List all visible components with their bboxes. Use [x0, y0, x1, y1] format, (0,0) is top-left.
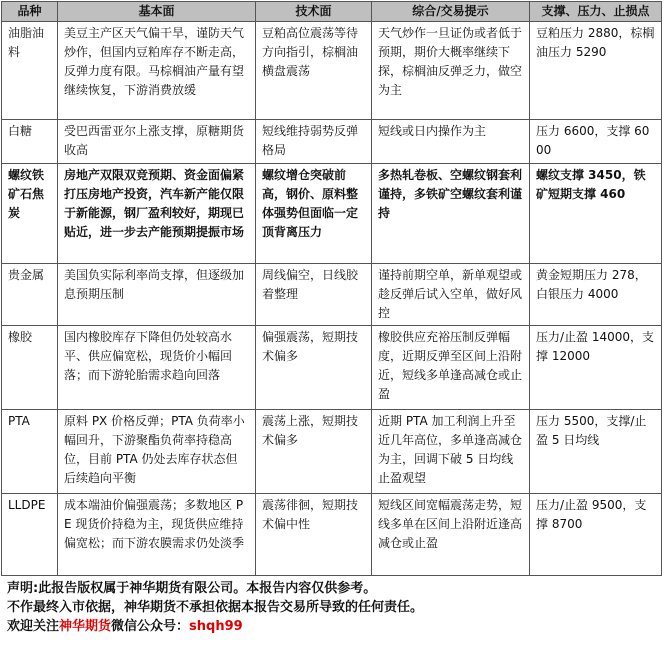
- table-row: [2, 22, 662, 120]
- cell-technical: 偏强震荡，短期技术偏多: [256, 326, 372, 410]
- follow-prefix: 欢迎关注: [7, 619, 60, 634]
- cell-variety: 油脂油料: [2, 22, 58, 120]
- cell-levels: 压力/止盈 9500，支撑 8700: [530, 494, 662, 576]
- cell-fundamental: 受巴西雷亚尔上涨支撑，原糖期货收高: [58, 120, 256, 164]
- cell-technical: 震荡上涨，短期技术偏多: [256, 410, 372, 494]
- header-technical: 技术面: [256, 2, 372, 22]
- cell-advice: 谨持前期空单，新单观望或趁反弹后试入空单，做好风控: [372, 264, 530, 326]
- report-container: [1, 1, 661, 636]
- cell-levels: 豆粕压力 2880，棕榈油压力 5290: [530, 22, 662, 120]
- disclaimer-line-2: 不作最终入市依据，神华期货不承担依据本报告交易所导致的任何责任。: [7, 600, 424, 615]
- cell-advice: 橡胶供应充裕压制反弹幅度，近期反弹至区间上沿附近，短线多单逢高减仓或止盈: [372, 326, 530, 410]
- cell-fundamental: 美国负实际利率尚支撑，但逐级加息预期压制: [58, 264, 256, 326]
- cell-variety: LLDPE: [2, 494, 58, 576]
- cell-levels: 螺纹支撑 3450，铁矿短期支撑 460: [530, 164, 662, 264]
- disclaimer-footer: [1, 576, 661, 636]
- cell-technical: 震荡徘徊，短期技术偏中性: [256, 494, 372, 576]
- cell-advice: 短线或日内操作为主: [372, 120, 530, 164]
- cell-fundamental: 成本端油价偏强震荡；多数地区 PE 现货价持稳为主，现货供应维持偏宽松；而下游农膜需求仍处淡季: [58, 494, 256, 576]
- table-row: [2, 326, 662, 410]
- brand-name: 神华期货: [59, 619, 112, 634]
- cell-levels: 压力/止盈 14000，支撑 12000: [530, 326, 662, 410]
- table-row: [2, 410, 662, 494]
- disclaimer-line-1: 声明:此报告版权属于神华期货有限公司。本报告内容仅供参考。: [7, 581, 377, 596]
- cell-levels: 黄金短期压力 278，白银压力 4000: [530, 264, 662, 326]
- cell-levels: 压力 5500，支撑/止盈 5 日均线: [530, 410, 662, 494]
- cell-advice: 天气炒作一旦证伪或者低于预期，期价大概率继续下探，棕榈油反弹乏力，做空为主: [372, 22, 530, 120]
- table-row: [2, 164, 662, 264]
- cell-technical: 短线维持弱势反弹格局: [256, 120, 372, 164]
- table-row: [2, 120, 662, 164]
- wechat-account-id: shqh99: [189, 619, 243, 634]
- header-fundamental: 基本面: [58, 2, 256, 22]
- cell-fundamental: 房地产双限双竞预期、资金面偏紧打压房地产投资，汽车新产能仅限于新能源，钢厂盈利较好，期现已贴近，进一步去产能预期提振市场: [58, 164, 256, 264]
- cell-variety: 螺纹铁矿石焦炭: [2, 164, 58, 264]
- cell-fundamental: 国内橡胶库存下降但仍处较高水平、供应偏宽松，现货价小幅回落；而下游轮胎需求趋向回落: [58, 326, 256, 410]
- cell-levels: 压力 6600，支撑 6000: [530, 120, 662, 164]
- table-header-row: [2, 2, 662, 22]
- cell-fundamental: 美豆主产区天气偏干旱，谨防天气炒作，但国内豆粕库存不断走高，反弹力度有限。马棕榈油产量有望继续恢复，下游消费放缓: [58, 22, 256, 120]
- follow-middle: 微信公众号：: [111, 619, 190, 634]
- header-levels: 支撑、压力、止损点: [530, 2, 662, 22]
- wechat-follow-line: [7, 617, 655, 636]
- cell-advice: 短线区间宽幅震荡走势，短线多单在区间上沿附近逢高减仓或止盈: [372, 494, 530, 576]
- cell-advice: 近期 PTA 加工利润上升至近几年高位，多单逢高减仓为主，回调下破 5 日均线止盈观望: [372, 410, 530, 494]
- table-row: [2, 264, 662, 326]
- table-row: [2, 494, 662, 576]
- cell-advice: 多热轧卷板、空螺纹钢套利谨持，多铁矿空螺纹套利谨持: [372, 164, 530, 264]
- cell-technical: 螺纹增仓突破前高，钢价、原料整体强势但面临一定顶背离压力: [256, 164, 372, 264]
- cell-variety: 橡胶: [2, 326, 58, 410]
- cell-variety: 白糖: [2, 120, 58, 164]
- header-variety: 品种: [2, 2, 58, 22]
- cell-technical: 周线偏空，日线胶着整理: [256, 264, 372, 326]
- cell-fundamental: 原料 PX 价格反弹；PTA 负荷率小幅回升，下游聚酯负荷率持稳高位，目前 PTA 仍处去库存状态但后续趋向平衡: [58, 410, 256, 494]
- cell-variety: 贵金属: [2, 264, 58, 326]
- futures-strategy-table: [1, 1, 662, 576]
- header-advice: 综合/交易提示: [372, 2, 530, 22]
- cell-technical: 豆粕高位震荡等待方向指引，棕榈油横盘震荡: [256, 22, 372, 120]
- cell-variety: PTA: [2, 410, 58, 494]
